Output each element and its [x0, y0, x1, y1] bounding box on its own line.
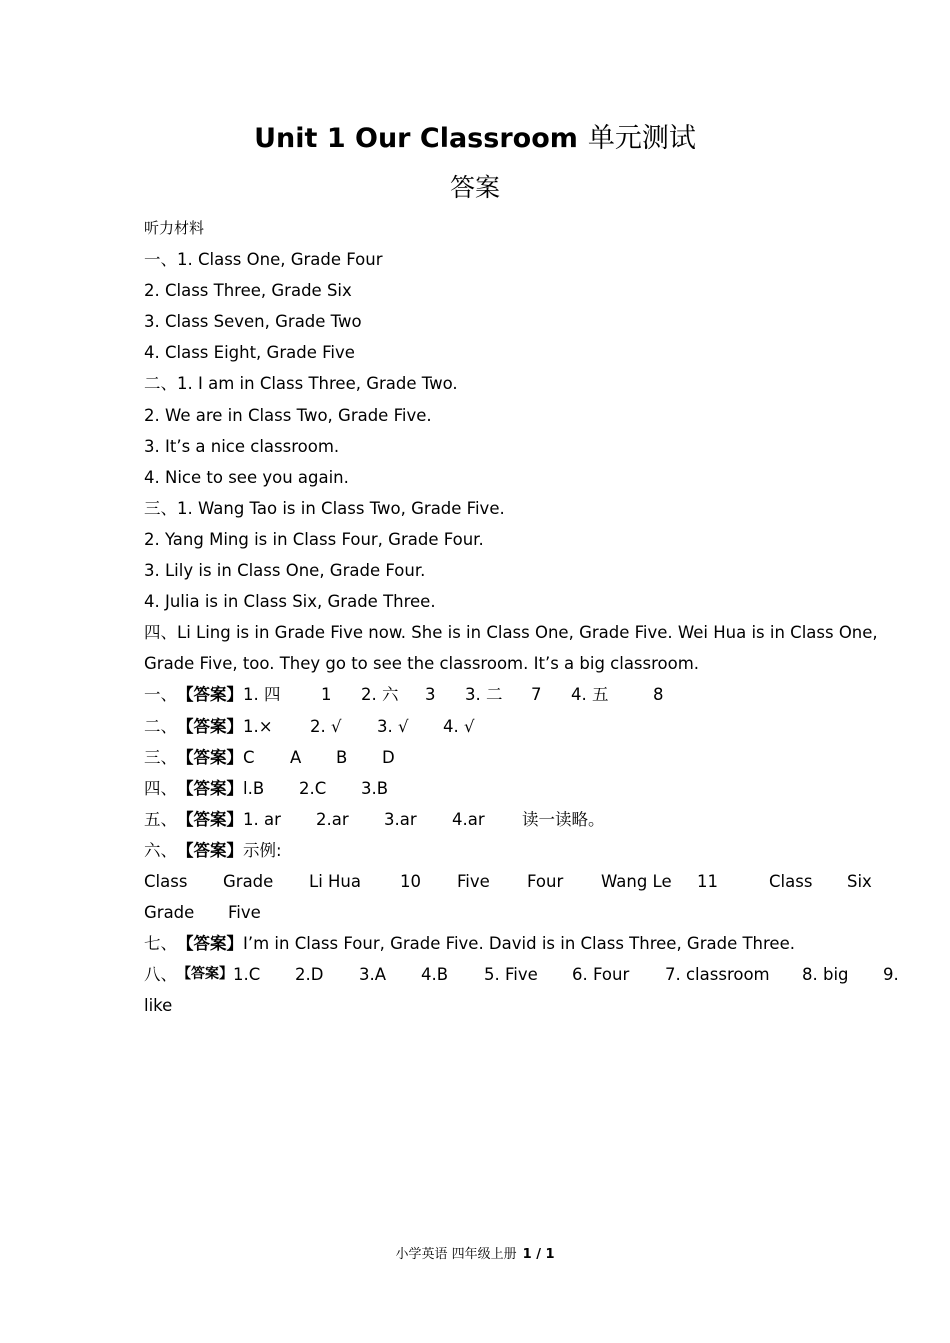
answer-item: 4. √	[443, 716, 475, 736]
answer-item: 8	[653, 685, 664, 705]
listening-line: 4. Julia is in Class Six, Grade Three.	[144, 592, 436, 612]
answer-item: 2. 六	[361, 685, 399, 705]
answer-item: l.B	[243, 778, 265, 798]
answer-item: 5. Five	[484, 965, 538, 985]
answer-item: 9.	[883, 965, 899, 985]
answer-tag: 【答案】	[177, 747, 243, 767]
answer-item: Class	[144, 871, 188, 891]
answer-item: 1.×	[243, 716, 273, 736]
answer-tag: 【答案】	[177, 778, 243, 798]
listening-line: 二、1. I am in Class Three, Grade Two.	[144, 374, 458, 394]
answer-item: Grade	[223, 871, 274, 891]
answer-item: 6. Four	[572, 965, 630, 985]
answer-tag: 【答案】	[177, 685, 243, 705]
answer-prefix: 七、	[144, 934, 177, 954]
answer-prefix: 四、	[144, 778, 177, 798]
answer-q6-row2	[144, 897, 924, 928]
answer-prefix: 一、	[144, 685, 177, 705]
answer-text: I’m in Class Four, Grade Five. David is in Class Three, Grade Three.	[243, 934, 795, 954]
answer-prefix: 六、	[144, 840, 177, 860]
answer-prefix: 三、	[144, 747, 177, 767]
answer-item: B	[336, 747, 348, 767]
answer-item: 3.B	[361, 778, 389, 798]
answer-q5	[144, 804, 924, 835]
answer-content	[144, 213, 924, 1021]
listening-line: 一、1. Class One, Grade Four	[144, 250, 383, 270]
answer-q6-row1	[144, 866, 924, 897]
answer-item: 7	[531, 685, 542, 705]
answer-item: 2. √	[310, 716, 342, 736]
answer-item: A	[290, 747, 302, 767]
answer-item: 1. 四	[243, 685, 281, 705]
answer-item: 8. big	[802, 965, 849, 985]
answer-item: D	[382, 747, 395, 767]
answer-item: 3.ar	[384, 809, 417, 829]
answer-tag: 【答案】	[177, 840, 243, 860]
answer-item: 1.C	[233, 965, 261, 985]
answer-item: Four	[527, 871, 564, 891]
listening-line: 2. We are in Class Two, Grade Five.	[144, 405, 432, 425]
listening-passage	[144, 617, 924, 679]
answer-q1	[144, 679, 924, 710]
answer-item: 2.ar	[316, 809, 349, 829]
title-english: Unit 1 Our Classroom	[254, 123, 578, 154]
answer-item: Six	[847, 871, 872, 891]
answer-q8-tail: like	[144, 996, 173, 1016]
listening-header: 听力材料	[144, 219, 205, 237]
answer-q3	[144, 742, 924, 773]
listening-line: 三、1. Wang Tao is in Class Two, Grade Five.	[144, 498, 505, 518]
answer-item: Wang Le	[601, 871, 672, 891]
answer-item: Five	[228, 903, 261, 923]
listening-line: 3. It’s a nice classroom.	[144, 436, 340, 456]
answer-item: Li Hua	[309, 871, 361, 891]
answer-item: Five	[457, 871, 490, 891]
answer-item: 2.D	[295, 965, 324, 985]
passage-prefix: 四、	[144, 623, 177, 643]
answer-item: 3	[425, 685, 436, 705]
page-title	[0, 120, 950, 158]
answer-item: 1	[321, 685, 332, 705]
answer-item: 4.ar	[452, 809, 485, 829]
answer-q4	[144, 773, 924, 804]
answer-item: Grade	[144, 903, 195, 923]
answer-q6	[144, 835, 924, 866]
answer-item: 3.A	[359, 965, 387, 985]
answer-item: 1. ar	[243, 809, 281, 829]
answer-q8	[144, 959, 924, 990]
answer-tag: 【答案】	[177, 809, 243, 829]
listening-line: 3. Lily is in Class One, Grade Four.	[144, 561, 426, 581]
answer-prefix: 二、	[144, 716, 177, 736]
answer-item: 11	[697, 871, 718, 891]
answer-item: Class	[769, 871, 813, 891]
page-footer	[0, 1246, 950, 1264]
title-chinese: 单元测试	[587, 123, 696, 154]
answer-note: 读一读略。	[522, 809, 605, 829]
answer-item: 2.C	[299, 778, 327, 798]
answer-prefix: 五、	[144, 809, 177, 829]
listening-line: 4. Nice to see you again.	[144, 467, 349, 487]
listening-line: 2. Class Three, Grade Six	[144, 281, 352, 301]
answer-tag: 【答案】	[177, 966, 233, 983]
answer-item: C	[243, 747, 255, 767]
page-number: 1 / 1	[522, 1247, 555, 1262]
listening-line: 3. Class Seven, Grade Two	[144, 312, 362, 332]
answer-q7	[144, 928, 924, 959]
answer-item: 7. classroom	[665, 965, 770, 985]
answer-tag: 【答案】	[177, 934, 243, 954]
answer-item: 10	[400, 871, 421, 891]
answer-label: 示例:	[243, 840, 282, 860]
listening-line: 4. Class Eight, Grade Five	[144, 343, 355, 363]
answer-item: 4.B	[421, 965, 449, 985]
page-subtitle: 答案	[449, 173, 500, 202]
answer-item: 4. 五	[571, 685, 609, 705]
answer-prefix: 八、	[144, 965, 177, 985]
answer-tag: 【答案】	[177, 716, 243, 736]
listening-line: 2. Yang Ming is in Class Four, Grade Four.	[144, 529, 484, 549]
answer-item: 3. √	[377, 716, 409, 736]
answer-q2	[144, 711, 924, 742]
passage-text: Li Ling is in Grade Five now. She is in Class One, Grade Five. Wei Hua is in Class One, Grade Five, too. They go to see the classroom. It’s a big classroom.	[144, 623, 878, 674]
footer-subject: 小学英语 四年级上册	[395, 1247, 517, 1262]
answer-item: 3. 二	[465, 685, 503, 705]
